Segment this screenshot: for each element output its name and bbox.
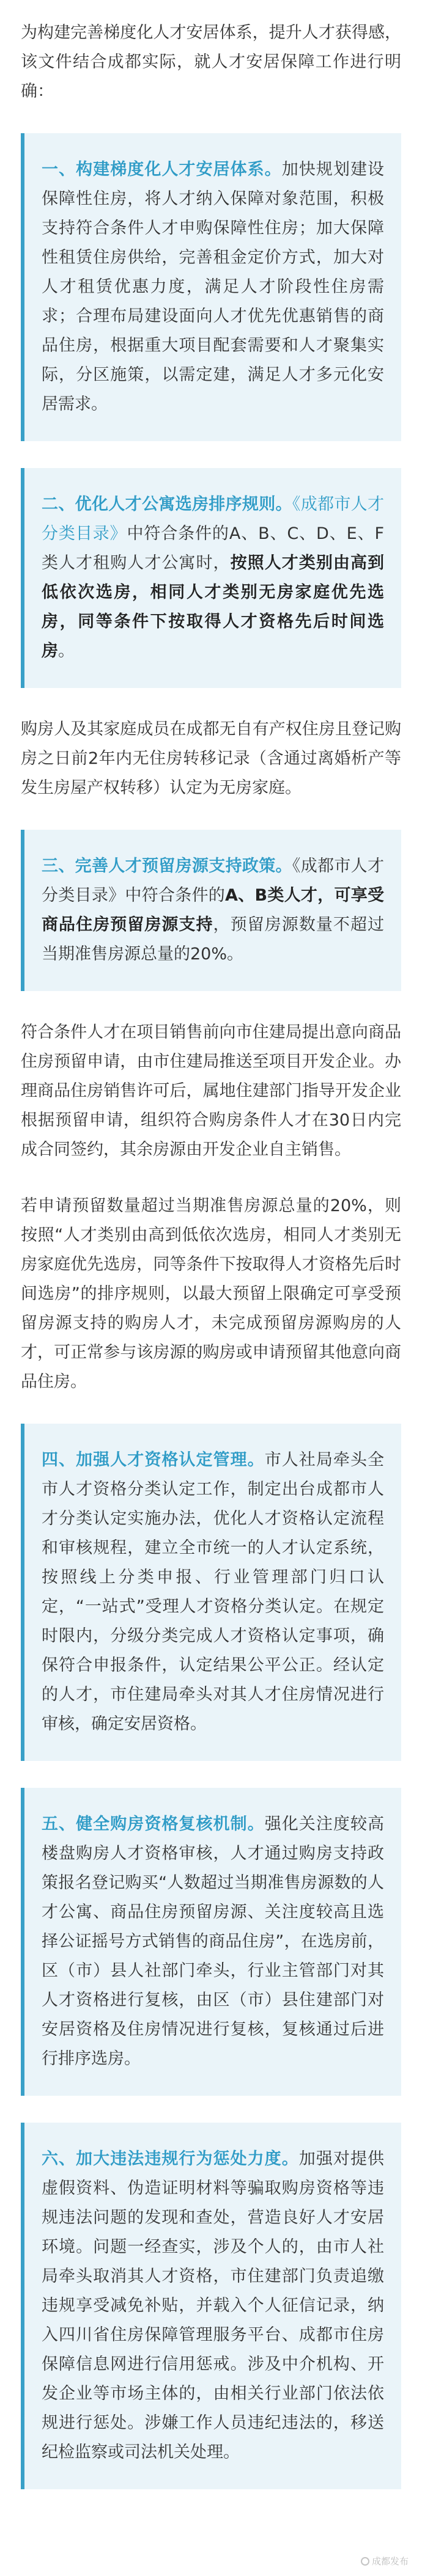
section-4-title: 四、加强人才资格认定管理。	[42, 1451, 265, 1469]
section-3-bold: A、B类人才，可享受商品住房预留房源支持	[42, 886, 385, 934]
section-1-box	[21, 133, 401, 441]
section-3-end: ，预留房源数量不超过当期准售房源总量的20%。	[42, 915, 385, 964]
section-6-title: 六、加大违法违规行为惩处力度。	[42, 2150, 299, 2168]
section-2-mid: 中符合条件的A、B、C、D、E、F类人才租购人才公寓时，	[42, 524, 384, 573]
section-2-end: 。	[58, 642, 75, 660]
section-3-pre: 《成都市人才分类目录》中符合条件的	[42, 857, 384, 905]
no-house-definition-paragraph: 购房人及其家庭成员在成都无自有产权住房且登记购房之日前2年内无住房转移记录（含通过离婚析产等发生房屋产权转移）认定为无房家庭。	[21, 720, 401, 797]
section-2-paragraph	[42, 490, 384, 666]
section-3-paragraph	[42, 852, 384, 969]
section-5-title: 五、健全购房资格复核机制。	[42, 1815, 265, 1834]
weibo-logo-icon	[361, 2557, 369, 2566]
watermark-text: 成都发布	[371, 2556, 409, 2567]
reservation-process-paragraph: 符合条件人才在项目销售前向市住建局提出意向商品住房预留申请，由市住建局推送至项目开发企业。办理商品住房销售许可后，属地住建部门指导开发企业根据预留申请，组织符合购房条件人才在30日内完成合同签约，其余房源由开发企业自主销售。	[21, 1023, 401, 1159]
section-4-body: 市人社局牵头全市人才资格分类认定工作，制定出台成都市人才分类认定实施办法，优化人才资格认定流程和审核规程，建立全市统一的人才认定系统，按照线上分类申报、行业管理部门归口认定，“一站式”受理人才资格分类认定。在规定时限内，分级分类完成人才资格认定事项，确保符合申报条件，认定结果公平公正。经认定的人才，市住建局牵头对其人才住房情况进行审核，确定安居资格。	[42, 1451, 385, 1733]
section-2-title: 二、优化人才公寓选房排序规则。	[42, 495, 292, 514]
section-6-box	[21, 2123, 401, 2489]
section-4-paragraph	[42, 1446, 384, 1739]
section-5-paragraph	[42, 1810, 384, 2074]
section-3-title: 三、完善人才预留房源支持政策。	[42, 857, 292, 876]
section-2-box	[21, 468, 401, 688]
section-4-box	[21, 1424, 401, 1761]
talent-catalog-link[interactable]: 《成都市人才分类目录》	[42, 495, 384, 543]
section-6-paragraph	[42, 2145, 384, 2467]
section-1-paragraph	[42, 155, 384, 419]
reservation-overflow-paragraph: 若申请预留数量超过当期准售房源总量的20%，则按照“人才类别由高到低依次选房，相同人才类别无房家庭优先选房，同等条件下按取得人才资格先后时间选房”的排序规则，以最大预留上限确定可享受预留房源支持的购房人才，未完成预留房源购房的人才，可正常参与该房源的购房或申请预留其他意向商品住房。	[21, 1196, 401, 1391]
section-6-body: 加强对提供虚假资料、伪造证明材料等骗取购房资格等违规违法问题的发现和查处，营造良好人才安居环境。问题一经查实，涉及个人的，由市人社局牵头取消其人才资格，市住建部门负责追缴违规享受减免补贴，并载入个人征信记录，纳入四川省住房保障管理服务平台、成都市住房保障信息网进行信用惩戒。涉及中介机构、开发企业等市场主体的，由相关行业部门依法依规进行惩处。涉嫌工作人员违纪违法的，移送纪检监察或司法机关处理。	[42, 2150, 385, 2462]
section-5-box	[21, 1788, 401, 2096]
intro-paragraph: 为构建完善梯度化人才安居体系，提升人才获得感，该文件结合成都实际，就人才安居保障工作进行明确：	[21, 23, 401, 101]
section-1-body: 加快规划建设保障性住房，将人才纳入保障对象范围，积极支持符合条件人才申购保障性住房；加大保障性租赁住房供给，完善租金定价方式，加大对人才租赁优惠力度，满足人才阶段性住房需求；合理布局建设面向人才优先优惠销售的商品住房，根据重大项目配套需要和人才聚集实际，分区施策，以需定建，满足人才多元化安居需求。	[42, 160, 385, 414]
section-2-bold: 按照人才类别由高到低依次选房，相同人才类别无房家庭优先选房，同等条件下按取得人才资格先后时间选房	[42, 554, 385, 660]
section-5-body: 强化关注度较高楼盘购房人才资格审核，人才通过购房支持政策报名登记购买“人数超过当期准售房源数的人才公寓、商品住房预留房源、关注度较高且选择公证摇号方式销售的商品住房”，在选房前，区（市）县人社部门牵头，行业主管部门对其人才资格进行复核，由区（市）县住建部门对安居资格及住房情况进行复核，复核通过后进行排序选房。	[42, 1815, 385, 2068]
section-1-title: 一、构建梯度化人才安居体系。	[42, 160, 282, 179]
watermark	[361, 2555, 409, 2567]
section-3-box	[21, 830, 401, 991]
